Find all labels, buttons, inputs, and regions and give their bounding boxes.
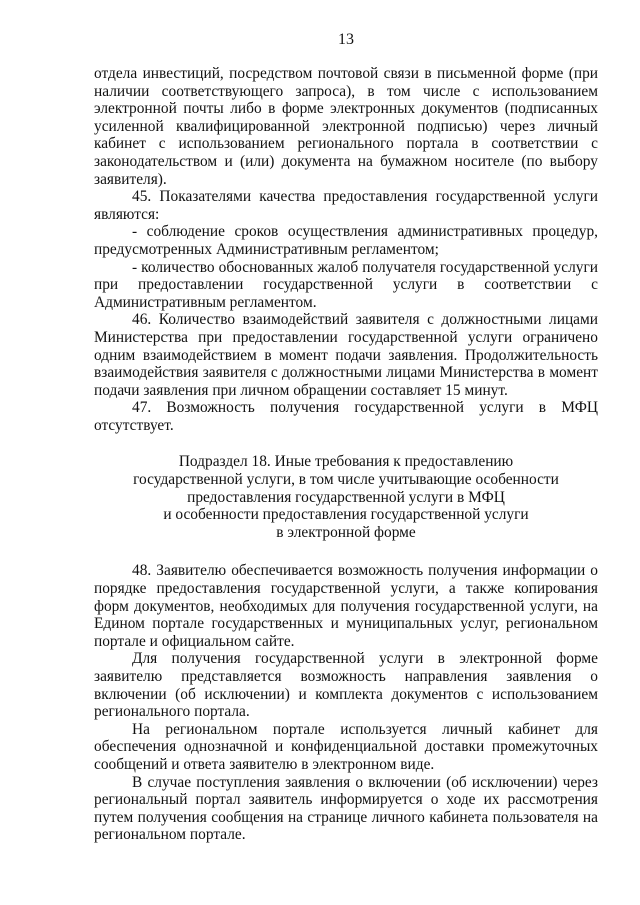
heading-line: Подраздел 18. Иные требования к предоставлению [178,453,514,471]
paragraph-48: 48. Заявителю обеспечивается возможность получения информации о порядке предоставления государственной услуги, а также копирования форм документов, необходимых для получения государственной услуги, на Едином портале государственных и муниципальных услуг, региональном портале и официальном сайте. [94,562,598,650]
document-body [94,65,598,844]
paragraph-electronic-application: Для получения государственной услуги в электронной форме заявителю представляется возможность направления заявления о включении (об исключении) и комплекта документов с использованием регионального портала. [94,650,598,721]
heading-line: в электронной форме [276,523,416,541]
heading-line: предоставления государственной услуги в МФЦ [187,488,505,506]
list-item-deadlines: - соблюдение сроков осуществления административных процедур, предусмотренных Административным регламентом; [94,223,598,258]
paragraph-status-notification: В случае поступления заявления о включении (об исключении) через региональный портал заявитель информируется о ходе их рассмотрения путем получения сообщения на странице личного кабинета пользователя на региональном портале. [94,773,598,844]
paragraph-47: 47. Возможность получения государственной услуги в МФЦ отсутствует. [94,399,598,434]
paragraph-continuation: отдела инвестиций, посредством почтовой связи в письменной форме (при наличии соответствующего запроса), в том числе с использованием электронной почты либо в форме электронных документов (подписанных усиленной квалифицированной электронной подписью) через личный кабинет с использованием регионального портала в соответствии с законодательством и (или) документа на бумажном носителе (по выбору заявителя). [94,65,598,188]
paragraph-personal-cabinet: На региональном портале используется личный кабинет для обеспечения однозначной и конфиденциальной доставки промежуточных сообщений и ответа заявителю в электронном виде. [94,720,598,773]
heading-line: государственной услуги, в том числе учитывающие особенности [133,471,559,489]
heading-line: и особенности предоставления государственной услуги [163,506,529,524]
subsection-heading [94,453,598,541]
list-item-complaints: - количество обоснованных жалоб получателя государственной услуги при предоставлении государственной услуги в соответствии с Административным регламентом. [94,258,598,311]
paragraph-46: 46. Количество взаимодействий заявителя с должностными лицами Министерства при предоставлении государственной услуги ограничено одним взаимодействием в момент подачи заявления. Продолжительность взаимодействия заявителя с должностными лицами Министерства в момент подачи заявления при личном обращении составляет 15 минут. [94,311,598,399]
paragraph-45: 45. Показателями качества предоставления государственной услуги являются: [94,188,598,223]
page-number: 13 [338,31,354,48]
